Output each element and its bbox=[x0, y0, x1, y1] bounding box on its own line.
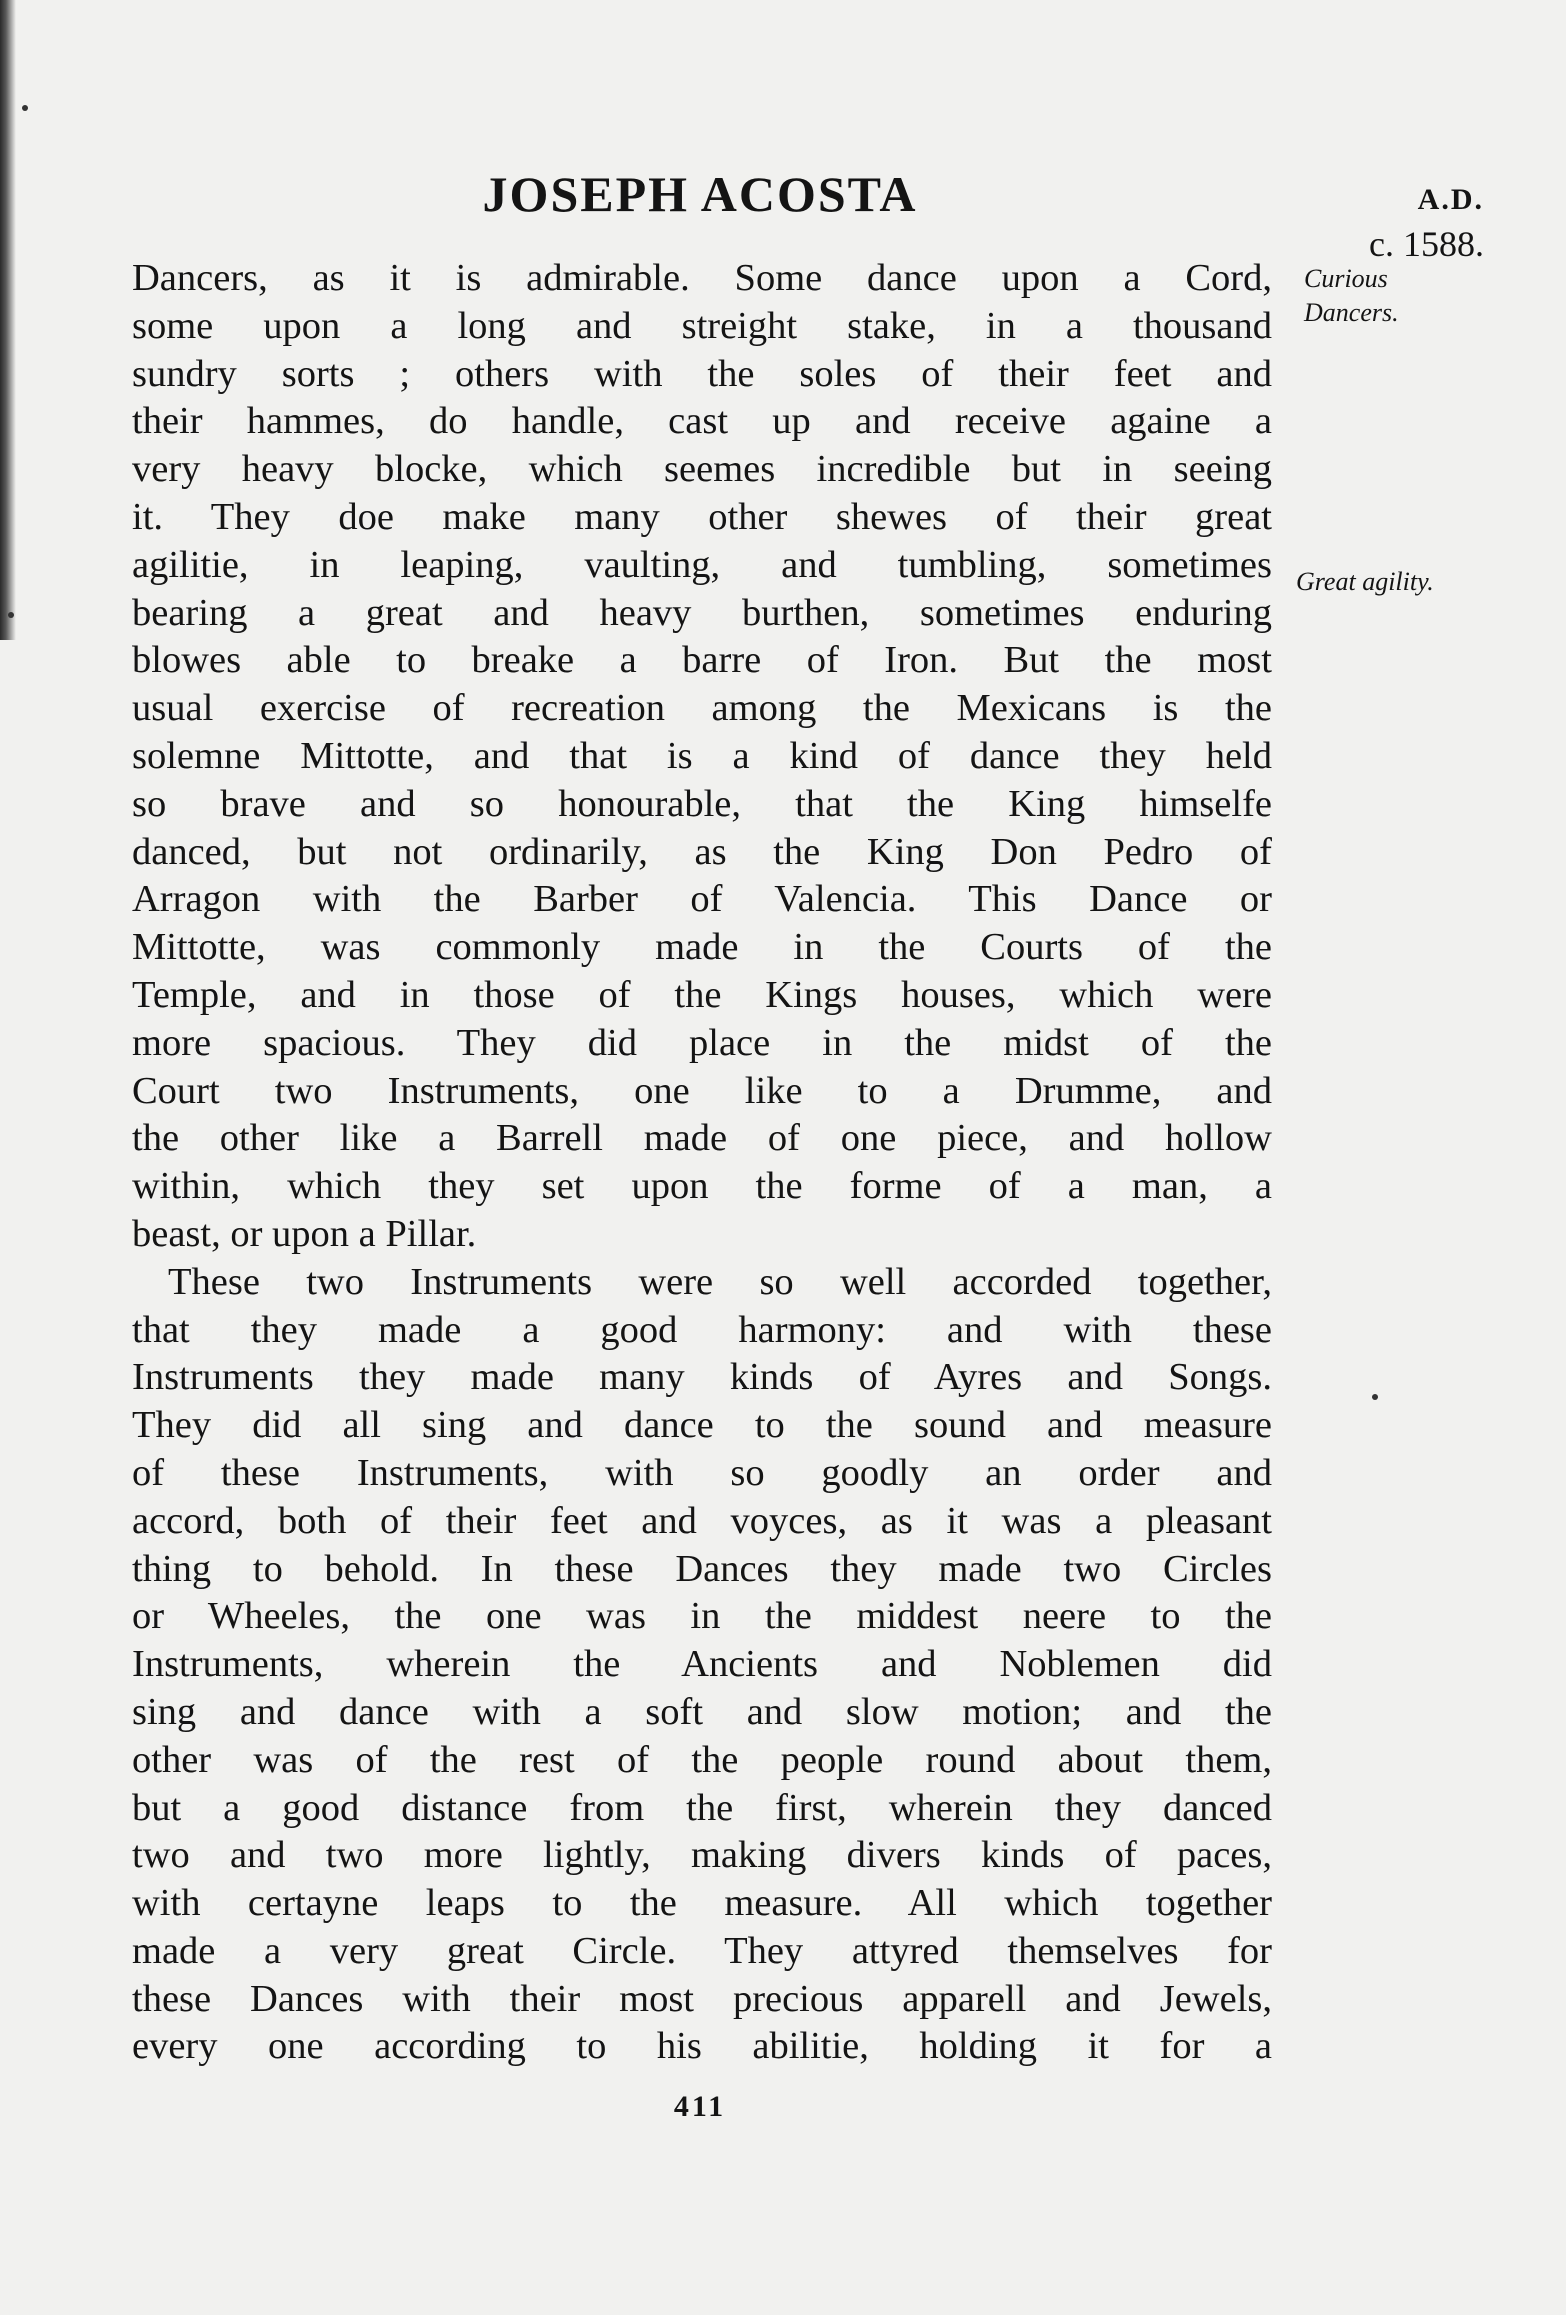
text-line: agilitie, in leaping, vaulting, and tumbling, sometimes bbox=[132, 543, 1272, 586]
page-number: 411 bbox=[673, 2090, 727, 2123]
date-era-label: A.D. bbox=[1417, 183, 1484, 216]
text-line: their hammes, do handle, cast up and receive againe a bbox=[132, 400, 1272, 443]
paragraph-end-line: beast, or upon a Pillar. bbox=[132, 1212, 477, 1255]
date-value: c. 1588. bbox=[1369, 224, 1484, 264]
text-line: solemne Mittotte, and that is a kind of dance they held bbox=[132, 734, 1272, 777]
text-line: Court two Instruments, one like to a Drumme, and bbox=[132, 1069, 1272, 1112]
text-line: of these Instruments, with so goodly an order and bbox=[132, 1451, 1272, 1494]
text-line: the other like a Barrell made of one piece, and hollow bbox=[132, 1117, 1272, 1160]
text-line: usual exercise of recreation among the Mexicans is the bbox=[132, 687, 1272, 730]
text-line: made a very great Circle. They attyred themselves for bbox=[132, 1929, 1272, 1972]
text-line: or Wheeles, the one was in the middest neere to the bbox=[132, 1595, 1272, 1638]
text-line: very heavy blocke, which seemes incredible but in seeing bbox=[132, 448, 1272, 491]
text-line: Temple, and in those of the Kings houses, which were bbox=[132, 973, 1272, 1016]
text-line: other was of the rest of the people round about them, bbox=[132, 1738, 1272, 1781]
text-line: Instruments, wherein the Ancients and Noblemen did bbox=[132, 1643, 1272, 1686]
sidenote-great-agility bbox=[1296, 565, 1434, 599]
text-line: Dancers, as it is admirable. Some dance upon a Cord, bbox=[132, 257, 1272, 299]
margin-date bbox=[1369, 178, 1484, 266]
text-line: with certayne leaps to the measure. All which together bbox=[132, 1882, 1272, 1925]
text-line: some upon a long and streight stake, in a thousand bbox=[132, 304, 1272, 347]
text-line: sundry sorts ; others with the soles of their feet and bbox=[132, 352, 1272, 395]
text-line: thing to behold. In these Dances they made two Circles bbox=[132, 1547, 1272, 1590]
ink-speck bbox=[8, 612, 14, 618]
sidenote-line: Dancers. bbox=[1304, 298, 1399, 327]
sidenote-line: Curious bbox=[1304, 264, 1388, 293]
text-line: They did all sing and dance to the sound and measure bbox=[132, 1404, 1272, 1447]
body-text bbox=[132, 255, 1272, 2071]
text-line: accord, both of their feet and voyces, as it was a pleasant bbox=[132, 1499, 1272, 1542]
text-line: Mittotte, was commonly made in the Courts of the bbox=[132, 926, 1272, 969]
text-line: that they made a good harmony: and with these bbox=[132, 1308, 1272, 1351]
ink-speck bbox=[22, 105, 28, 111]
text-line: these Dances with their most precious apparell and Jewels, bbox=[132, 1977, 1272, 2020]
text-line: more spacious. They did place in the midst of the bbox=[132, 1021, 1272, 1064]
running-head: JOSEPH ACOSTA bbox=[482, 166, 918, 222]
text-line: sing and dance with a soft and slow motion; and the bbox=[132, 1690, 1272, 1733]
paragraph-start-line: These two Instruments were so well accorded together, bbox=[168, 1260, 1272, 1303]
text-line: every one according to his abilitie, holding it for a bbox=[132, 2025, 1272, 2068]
text-line: so brave and so honourable, that the King himselfe bbox=[132, 782, 1272, 825]
text-line: blowes able to breake a barre of Iron. But the most bbox=[132, 639, 1272, 682]
text-line: Arragon with the Barber of Valencia. This Dance or bbox=[132, 878, 1272, 921]
text-line: bearing a great and heavy burthen, sometimes enduring bbox=[132, 591, 1272, 634]
sidenote-line: Great agility. bbox=[1296, 567, 1434, 596]
text-line: Instruments they made many kinds of Ayres and Songs. bbox=[132, 1356, 1272, 1399]
sidenote-curious-dancers bbox=[1304, 262, 1399, 330]
text-line: but a good distance from the first, wherein they danced bbox=[132, 1786, 1272, 1829]
page-binding-edge bbox=[0, 0, 16, 640]
text-line: it. They doe make many other shewes of their great bbox=[132, 495, 1272, 538]
text-line: danced, but not ordinarily, as the King Don Pedro of bbox=[132, 830, 1272, 873]
ink-speck bbox=[1372, 1394, 1378, 1400]
text-line: within, which they set upon the forme of a man, a bbox=[132, 1165, 1272, 1208]
text-line: two and two more lightly, making divers kinds of paces, bbox=[132, 1834, 1272, 1877]
